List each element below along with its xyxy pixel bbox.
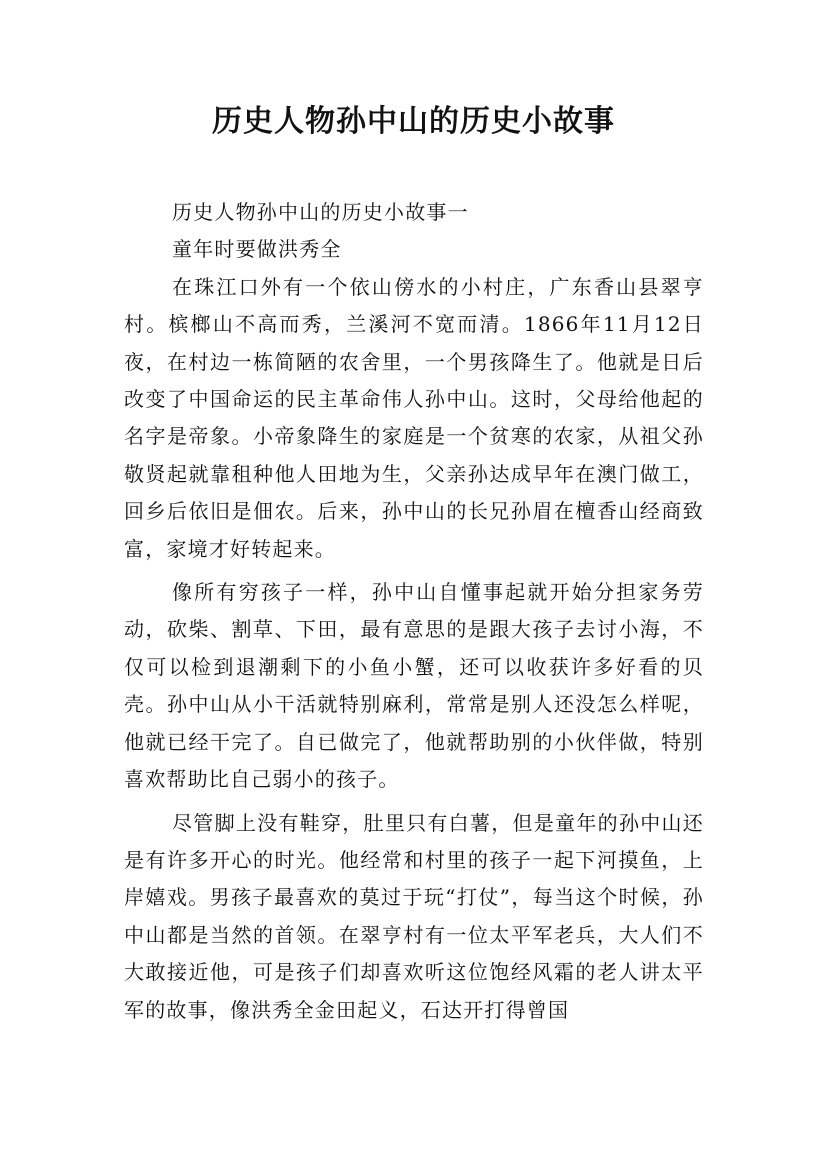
document-title: 历史人物孙中山的历史小故事 — [212, 104, 615, 139]
body-paragraph: 在珠江口外有一个依山傍水的小村庄，广东香山县翠亨村。槟榔山不高而秀，兰溪河不宽而清。1866年11月12日夜，在村边一栋简陋的农舍里，一个男孩降生了。他就是日后改变了中国命运的民主革命伟人孙中山。这时，父母给他起的名字是帝象。小帝象降生的家庭是一个贫寒的农家，从祖父孙敬贤起就靠租种他人田地为生，父亲孙达成早年在澳门做工，回乡后依旧是佃农。后来，孙中山的长兄孙眉在檀香山经商致富，家境才好转起来。 — [124, 274, 704, 561]
document-body — [124, 194, 704, 1029]
section-heading-paragraph: 童年时要做洪秀全 — [172, 237, 342, 262]
body-paragraph: 尽管脚上没有鞋穿，肚里只有白薯，但是童年的孙中山还是有许多开心的时光。他经常和村里的孩子一起下河摸鱼，上岸嬉戏。男孩子最喜欢的莫过于玩“打仗”，每当这个时候，孙中山都是当然的首领。在翠亨村有一位太平军老兵，大人们不大敢接近他，可是孩子们却喜欢听这位饱经风霜的老人讲太平军的故事，像洪秀全金田起义，石达开打得曾国 — [124, 810, 704, 1022]
body-paragraph: 像所有穷孩子一样，孙中山自懂事起就开始分担家务劳动，砍柴、割草、下田，最有意思的是跟大孩子去讨小海，不仅可以检到退潮剩下的小鱼小蟹，还可以收获许多好看的贝壳。孙中山从小干活就特别麻利，常常是别人还没怎么样呢，他就已经干完了。自已做完了，他就帮助别的小伙伴做，特别喜欢帮助比自己弱小的孩子。 — [124, 580, 704, 792]
subtitle-paragraph: 历史人物孙中山的历史小故事一 — [172, 200, 469, 224]
